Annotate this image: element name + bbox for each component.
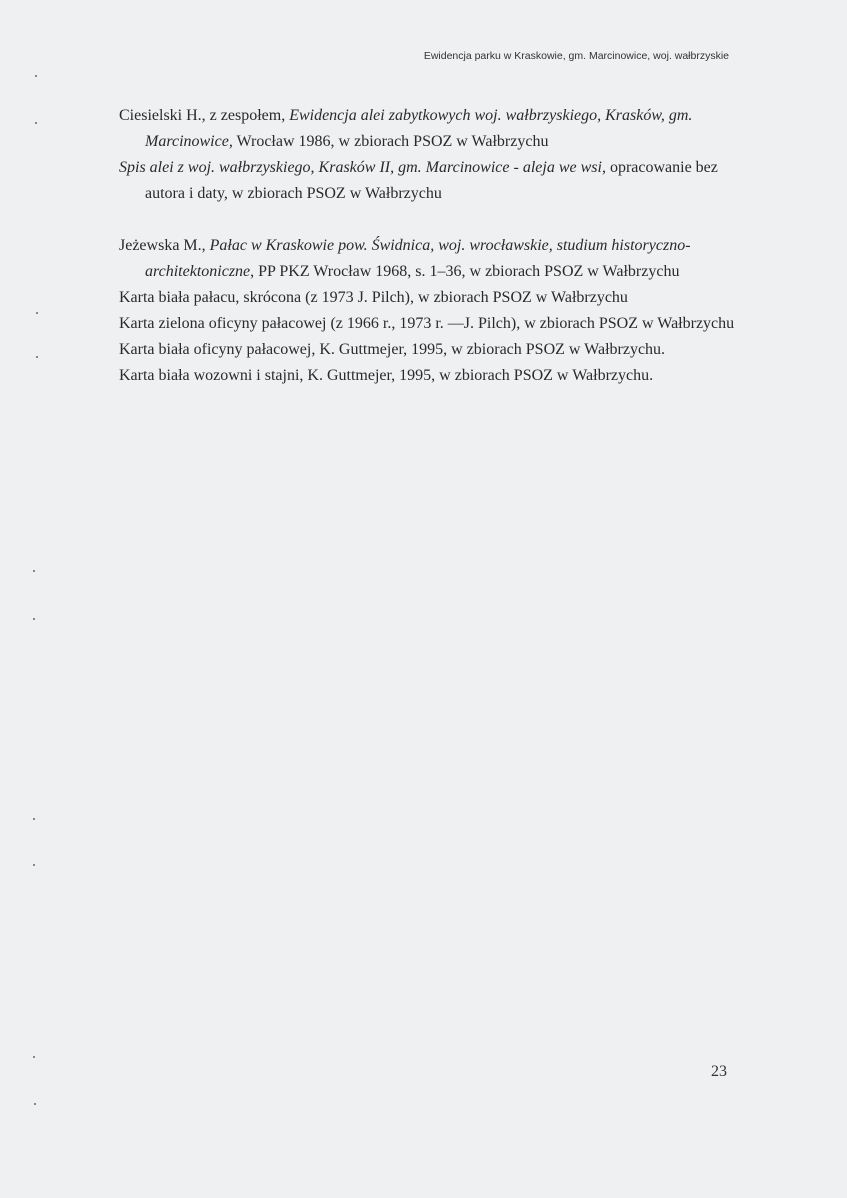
page-number: 23: [711, 1063, 727, 1080]
entry-text: , PP PKZ Wrocław 1968, s. 1–36, w zbiorach PSOZ w Wałbrzychu: [250, 263, 680, 280]
scan-speck: [33, 570, 35, 572]
entry-text: , opracowanie bez autora i daty, w zbiorach PSOZ w Wałbrzychu: [145, 159, 718, 202]
bibliography-list: [119, 103, 744, 389]
entry-title: Pałac w Kraskowie pow. Świdnica, woj. wrocławskie, studium historyczno-architektoniczne: [145, 237, 691, 280]
bibliography-entry: [119, 285, 744, 311]
scan-speck: [35, 122, 37, 124]
bibliography-entry: [119, 363, 744, 389]
entry-text: Jeżewska M.,: [119, 237, 210, 254]
scan-speck: [33, 618, 35, 620]
bibliography-entry: [119, 103, 744, 155]
scan-speck: [36, 356, 38, 358]
scan-speck: [33, 818, 35, 820]
bibliography-entry: [119, 337, 744, 363]
bibliography-entry: [119, 233, 744, 285]
scan-speck: [34, 1103, 36, 1105]
scan-speck: [33, 1056, 35, 1058]
entry-text: Karta biała wozowni i stajni, K. Guttmejer, 1995, w zbiorach PSOZ w Wałbrzychu.: [119, 367, 654, 384]
entry-text: Ciesielski H., z zespołem,: [119, 107, 290, 124]
entry-text: Karta biała oficyny pałacowej, K. Guttmejer, 1995, w zbiorach PSOZ w Wałbrzychu.: [119, 341, 666, 358]
bibliography-entry: [119, 311, 744, 337]
entry-text: Karta zielona oficyny pałacowej (z 1966 r., 1973 r. —J. Pilch), w zbiorach PSOZ w Wałbrzychu: [119, 315, 735, 332]
entry-title: Spis alei z woj. wałbrzyskiego, Krasków II, gm. Marcinowice - aleja we wsi: [119, 159, 602, 176]
scan-speck: [35, 75, 37, 77]
scan-speck: [33, 864, 35, 866]
entry-text: Karta biała pałacu, skrócona (z 1973 J. Pilch), w zbiorach PSOZ w Wałbrzychu: [119, 289, 628, 306]
bibliography-entry: [119, 155, 744, 207]
scan-speck: [36, 312, 38, 314]
entry-gap: [119, 207, 744, 233]
entry-title: Ewidencja alei zabytkowych woj. wałbrzyskiego, Krasków, gm. Marcinowice,: [145, 107, 693, 150]
entry-text: Wrocław 1986, w zbiorach PSOZ w Wałbrzychu: [232, 133, 549, 150]
running-header: Ewidencja parku w Kraskowie, gm. Marcinowice, woj. wałbrzyskie: [423, 50, 729, 62]
